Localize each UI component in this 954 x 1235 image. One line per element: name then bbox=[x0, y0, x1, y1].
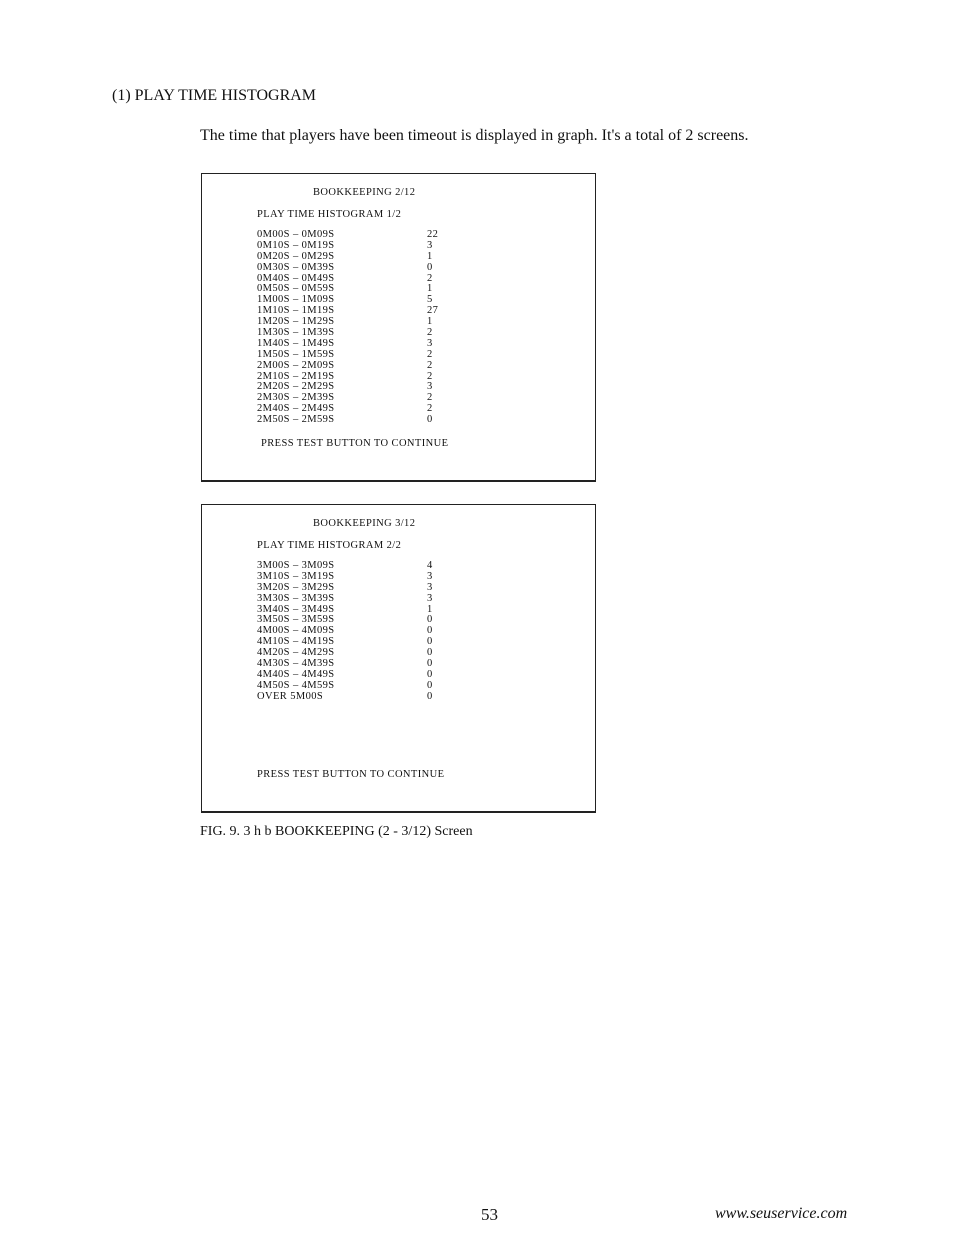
histogram-row bbox=[257, 263, 467, 274]
play-count: 3 bbox=[427, 570, 433, 582]
time-range: 4M30S – 4M39S bbox=[257, 658, 335, 670]
play-count: 0 bbox=[427, 414, 433, 426]
time-range: 1M00S – 1M09S bbox=[257, 294, 335, 306]
bookkeeping-screen-3 bbox=[201, 504, 596, 813]
time-range: 4M10S – 4M19S bbox=[257, 636, 335, 648]
play-count: 0 bbox=[427, 658, 433, 670]
time-range: 2M10S – 2M19S bbox=[257, 370, 335, 382]
histogram-rows bbox=[257, 230, 467, 426]
time-range: 2M00S – 2M09S bbox=[257, 359, 335, 371]
play-count: 0 bbox=[427, 636, 433, 648]
time-range: 3M40S – 3M49S bbox=[257, 603, 335, 615]
play-count: 1 bbox=[427, 603, 433, 615]
play-count: 3 bbox=[427, 239, 433, 251]
play-count: 1 bbox=[427, 250, 433, 262]
time-range: 0M00S – 0M09S bbox=[257, 229, 335, 240]
play-count: 0 bbox=[427, 625, 433, 637]
play-count: 0 bbox=[427, 261, 433, 273]
play-count: 27 bbox=[427, 305, 439, 317]
time-range: 0M20S – 0M29S bbox=[257, 250, 335, 262]
play-count: 1 bbox=[427, 316, 433, 328]
play-count: 2 bbox=[427, 272, 433, 284]
screen-subtitle: PLAY TIME HISTOGRAM 2/2 bbox=[257, 540, 402, 551]
time-range: 4M40S – 4M49S bbox=[257, 668, 335, 680]
time-range: 3M00S – 3M09S bbox=[257, 560, 335, 571]
histogram-row bbox=[257, 594, 467, 605]
time-range: 1M20S – 1M29S bbox=[257, 316, 335, 328]
play-count: 4 bbox=[427, 560, 433, 571]
histogram-row bbox=[257, 415, 467, 426]
play-count: 1 bbox=[427, 283, 433, 295]
time-range: 2M40S – 2M49S bbox=[257, 403, 335, 415]
time-range: 0M30S – 0M39S bbox=[257, 261, 335, 273]
play-count: 3 bbox=[427, 581, 433, 593]
play-count: 2 bbox=[427, 327, 433, 339]
time-range: 2M30S – 2M39S bbox=[257, 392, 335, 404]
screen-footer: PRESS TEST BUTTON TO CONTINUE bbox=[257, 769, 445, 780]
time-range: 0M10S – 0M19S bbox=[257, 239, 335, 251]
screen-title: BOOKKEEPING 2/12 bbox=[313, 187, 416, 198]
play-count: 3 bbox=[427, 592, 433, 604]
play-count: 2 bbox=[427, 359, 433, 371]
time-range: 3M10S – 3M19S bbox=[257, 570, 335, 582]
page-number: 53 bbox=[481, 1205, 498, 1224]
play-count: 5 bbox=[427, 294, 433, 306]
histogram-row bbox=[257, 361, 467, 372]
screen-footer: PRESS TEST BUTTON TO CONTINUE bbox=[261, 438, 449, 449]
screen-subtitle: PLAY TIME HISTOGRAM 1/2 bbox=[257, 209, 402, 220]
histogram-rows bbox=[257, 561, 467, 703]
time-range: 3M30S – 3M39S bbox=[257, 592, 335, 604]
time-range: 2M20S – 2M29S bbox=[257, 381, 335, 393]
website-footer: www.seuservice.com bbox=[715, 1205, 848, 1222]
time-range: 1M30S – 1M39S bbox=[257, 327, 335, 339]
play-count: 2 bbox=[427, 348, 433, 360]
time-range: OVER 5M00S bbox=[257, 690, 324, 702]
time-range: 2M50S – 2M59S bbox=[257, 414, 335, 426]
time-range: 0M40S – 0M49S bbox=[257, 272, 335, 284]
time-range: 3M20S – 3M29S bbox=[257, 581, 335, 593]
time-range: 1M10S – 1M19S bbox=[257, 305, 335, 317]
time-range: 3M50S – 3M59S bbox=[257, 614, 335, 626]
play-count: 0 bbox=[427, 614, 433, 626]
play-count: 2 bbox=[427, 370, 433, 382]
time-range: 1M40S – 1M49S bbox=[257, 337, 335, 349]
bookkeeping-screen-2 bbox=[201, 173, 596, 482]
time-range: 4M50S – 4M59S bbox=[257, 679, 335, 691]
play-count: 22 bbox=[427, 229, 439, 240]
play-count: 0 bbox=[427, 679, 433, 691]
time-range: 4M00S – 4M09S bbox=[257, 625, 335, 637]
time-range: 0M50S – 0M59S bbox=[257, 283, 335, 295]
play-count: 3 bbox=[427, 381, 433, 393]
time-range: 1M50S – 1M59S bbox=[257, 348, 335, 360]
histogram-row bbox=[257, 692, 467, 703]
section-heading: (1) PLAY TIME HISTOGRAM bbox=[112, 87, 317, 104]
intro-paragraph: The time that players have been timeout is displayed in graph. It's a total of 2 screens. bbox=[200, 127, 749, 144]
play-count: 3 bbox=[427, 337, 433, 349]
play-count: 0 bbox=[427, 668, 433, 680]
time-range: 4M20S – 4M29S bbox=[257, 647, 335, 659]
play-count: 2 bbox=[427, 403, 433, 415]
screen-title: BOOKKEEPING 3/12 bbox=[313, 518, 416, 529]
play-count: 2 bbox=[427, 392, 433, 404]
play-count: 0 bbox=[427, 690, 433, 702]
play-count: 0 bbox=[427, 647, 433, 659]
figure-caption: FIG. 9. 3 h b BOOKKEEPING (2 - 3/12) Screen bbox=[200, 824, 473, 839]
